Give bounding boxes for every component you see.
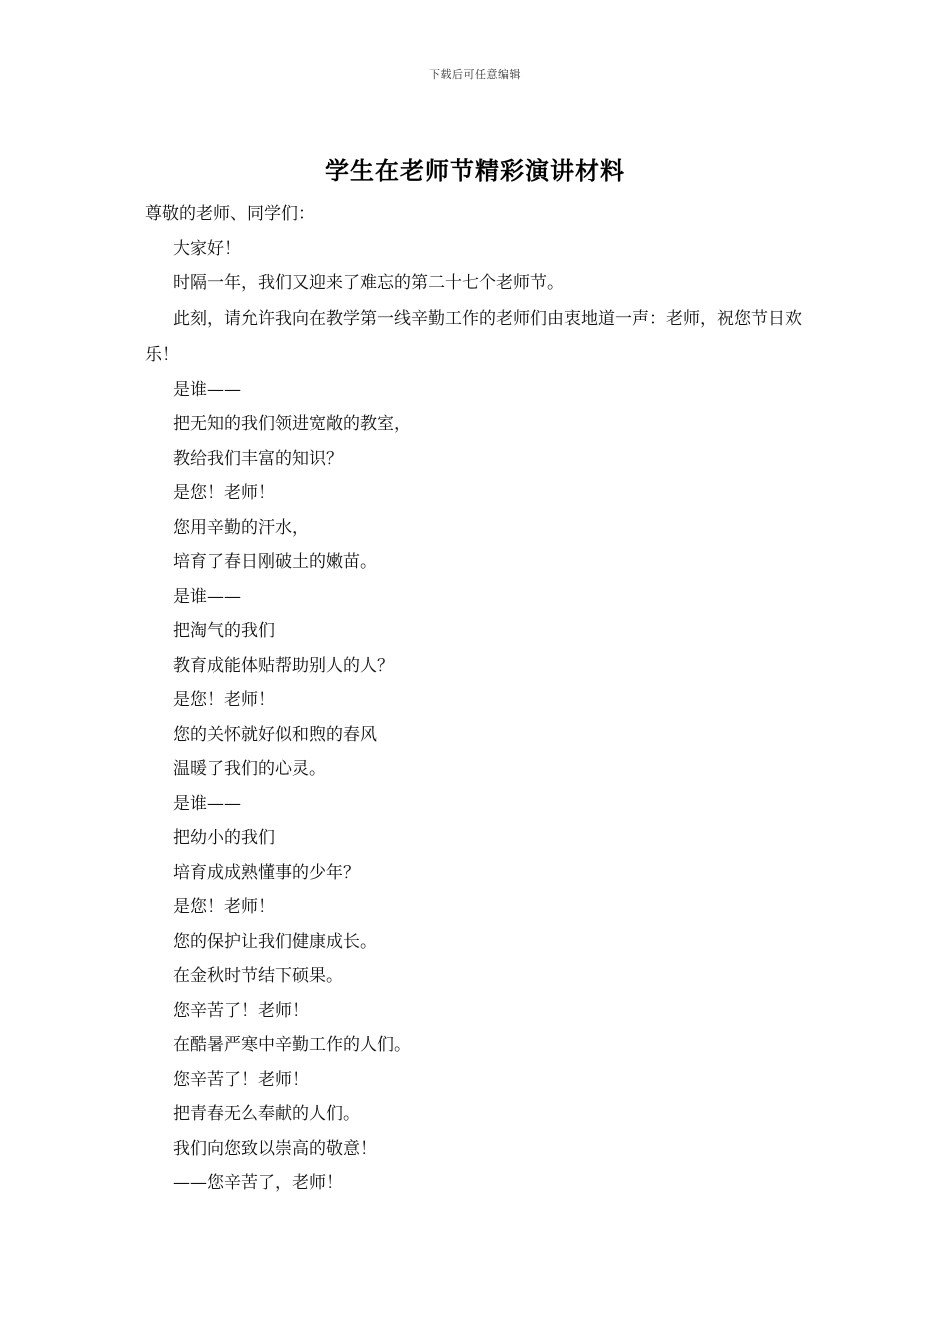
poem-line: 是您！老师！ bbox=[173, 483, 275, 503]
document-title: 学生在老师节精彩演讲材料 bbox=[325, 156, 625, 185]
paragraph-wrapped: 此刻，请允许我向在教学第一线辛勤工作的老师们由衷地道一声：老师，祝您节日欢乐！ bbox=[145, 308, 802, 365]
poem-line: 把淘气的我们 bbox=[173, 621, 275, 641]
poem-block bbox=[145, 373, 810, 1201]
poem-line: ——您辛苦了，老师！ bbox=[173, 1173, 343, 1193]
poem-line: 培育了春日刚破土的嫩苗。 bbox=[173, 552, 377, 572]
poem-line: 您用辛勤的汗水， bbox=[173, 517, 309, 538]
poem-line: 在金秋时节结下硕果。 bbox=[173, 966, 343, 986]
document-body bbox=[145, 197, 810, 1201]
poem-line: 教给我们丰富的知识？ bbox=[173, 448, 343, 469]
poem-line: 是谁—— bbox=[173, 379, 241, 400]
poem-line: 是您！老师！ bbox=[173, 690, 275, 710]
poem-line: 在酷暑严寒中辛勤工作的人们。 bbox=[173, 1035, 411, 1055]
poem-line: 把青春无么奉献的人们。 bbox=[173, 1104, 360, 1124]
paragraph-line: 时隔一年，我们又迎来了难忘的第二十七个老师节。 bbox=[173, 273, 564, 293]
poem-line: 把无知的我们领进宽敞的教室， bbox=[173, 414, 411, 434]
poem-line: 是谁—— bbox=[173, 793, 241, 814]
poem-line: 把幼小的我们 bbox=[173, 828, 275, 848]
poem-line: 教育成能体贴帮助别人的人？ bbox=[173, 655, 394, 676]
paragraph-line: 大家好！ bbox=[173, 238, 241, 259]
poem-line: 培育成成熟懂事的少年？ bbox=[173, 862, 360, 883]
poem-line: 您辛苦了！老师！ bbox=[173, 1000, 309, 1021]
poem-line: 是您！老师！ bbox=[173, 897, 275, 917]
poem-line: 是谁—— bbox=[173, 586, 241, 607]
poem-line: 我们向您致以崇高的敬意！ bbox=[173, 1138, 377, 1159]
poem-line: 您的保护让我们健康成长。 bbox=[173, 931, 377, 952]
header-note: 下载后可任意编辑 bbox=[429, 68, 521, 81]
poem-line: 您的关怀就好似和煦的春风 bbox=[173, 724, 377, 745]
poem-line: 温暖了我们的心灵。 bbox=[173, 759, 326, 779]
poem-line: 您辛苦了！老师！ bbox=[173, 1069, 309, 1090]
salutation: 尊敬的老师、同学们： bbox=[145, 204, 315, 224]
